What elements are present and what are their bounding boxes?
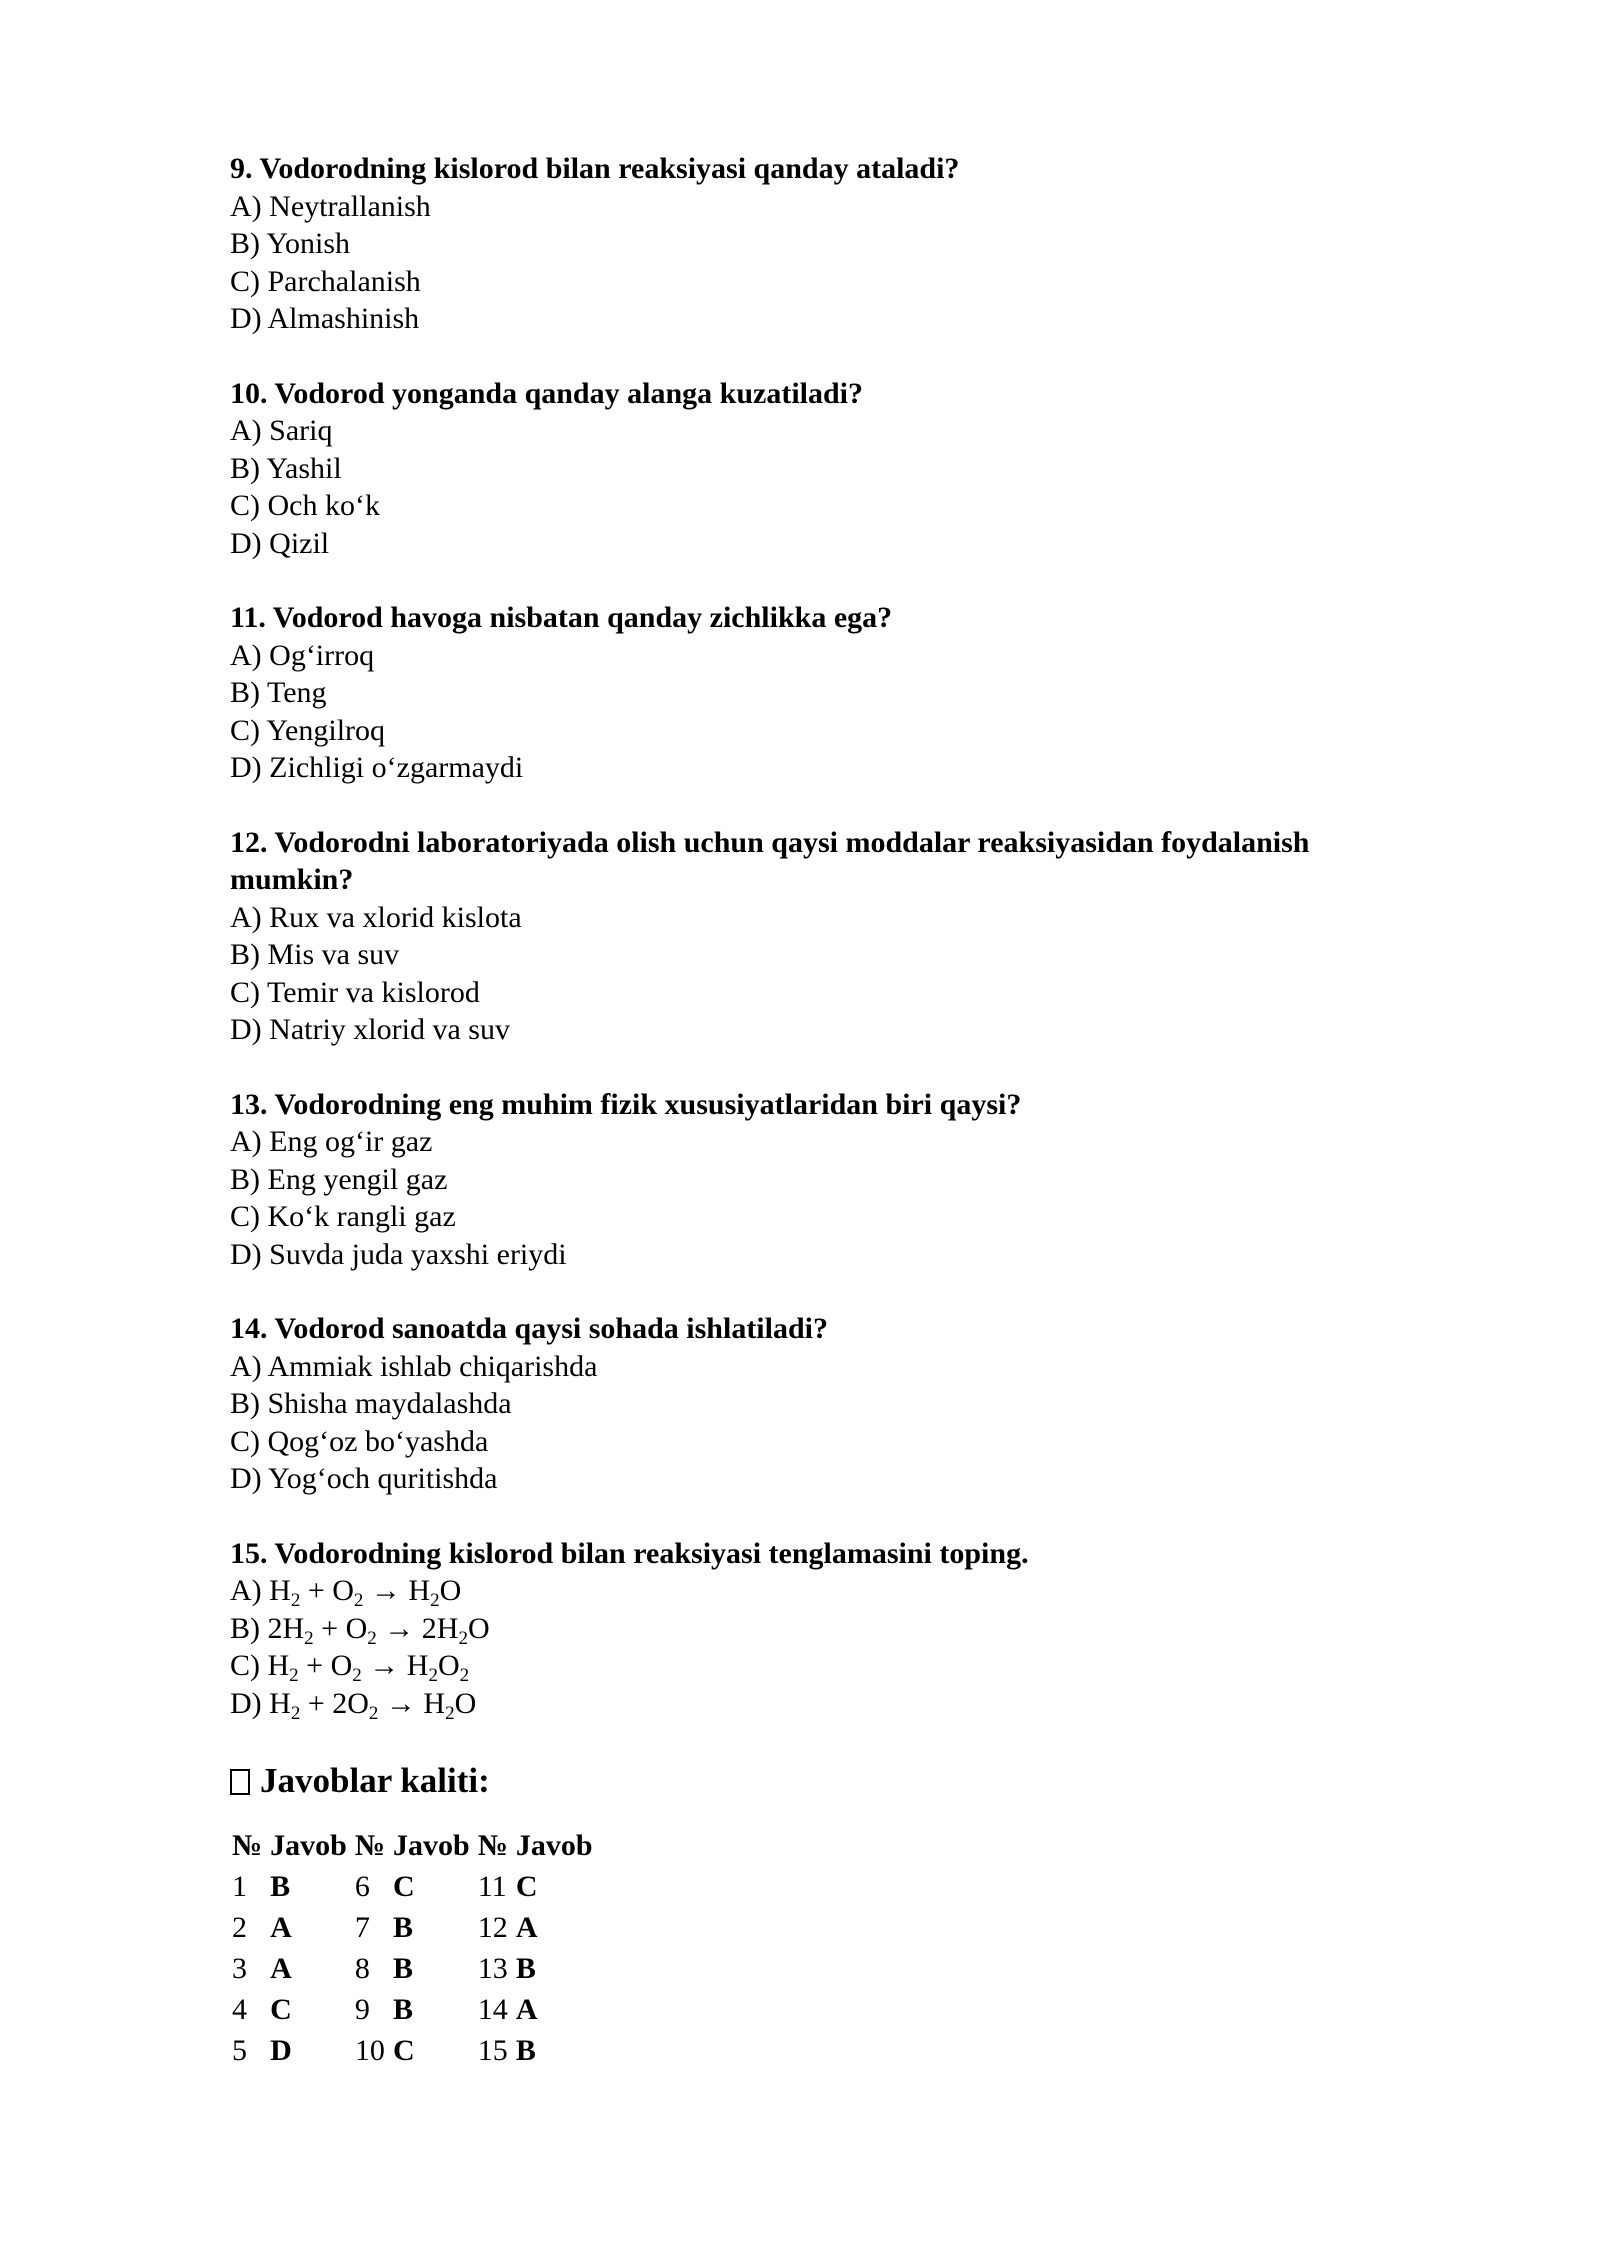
answer-option: A) Rux va xlorid kislota	[230, 900, 522, 934]
subscript: 2	[459, 1665, 470, 1686]
answer-option: C) Ko‘k rangli gaz	[230, 1200, 456, 1233]
col-answer-header: Javob	[393, 1829, 470, 1862]
answer-option: B) Yashil	[230, 451, 342, 485]
question-block	[230, 824, 1410, 1049]
answer-option: A) Neytrallanish	[230, 189, 431, 223]
answer-option: D) $H_2 + 2O_2 \to H_2O$	[230, 1686, 477, 1724]
answer-key-title: Javoblar kaliti:	[260, 1761, 490, 1800]
answer-letter-cell: A	[270, 1952, 292, 1985]
question-number-cell: 15	[477, 2034, 508, 2067]
subscript: 2	[368, 1702, 379, 1724]
answer-option: D) Suvda juda yaxshi eriydi	[230, 1237, 567, 1271]
answer-key-table	[232, 1825, 601, 2071]
answer-option: A) Ammiak ishlab chiqarishda	[230, 1349, 598, 1383]
subscript: 2	[367, 1627, 377, 1649]
question-block	[230, 1086, 1410, 1274]
question-15	[230, 1535, 1410, 1723]
question-number-cell: 2	[232, 1911, 247, 1944]
answer-option: C) Och ko‘k	[230, 489, 380, 522]
question-title: 15. Vodorodning kislorod bilan reaksiyasi tenglamasini toping.	[230, 1536, 1029, 1570]
subscript: 2	[352, 1665, 362, 1686]
question-number-cell: 7	[354, 1911, 370, 1944]
question-block	[230, 150, 1410, 338]
answer-option: D) Natriy xlorid va suv	[230, 1013, 510, 1046]
answer-letter-cell: A	[515, 1993, 538, 2026]
subscript: 2	[304, 1627, 314, 1649]
question-number-cell: 11	[477, 1870, 507, 1903]
answer-letter-cell: C	[270, 1993, 292, 2026]
answer-letter-cell: D	[270, 2034, 292, 2067]
question-title: 9. Vodorodning kislorod bilan reaksiyasi qanday ataladi?	[230, 152, 960, 185]
col-num-header: №	[477, 1829, 508, 1862]
answer-option: C) $H_2 + O_2 \to H_2O_2$	[230, 1649, 470, 1686]
answer-option: C) Temir va kislorod	[230, 975, 480, 1009]
question-block	[230, 1310, 1410, 1498]
answer-letter-cell: C	[393, 1870, 415, 1903]
answer-option: A) Sariq	[230, 414, 333, 447]
question-number-cell: 8	[354, 1952, 370, 1985]
answer-key-row	[232, 1989, 601, 2030]
answer-key-row	[232, 1907, 601, 1948]
subscript: 2	[428, 1665, 438, 1686]
subscript: 2	[353, 1590, 364, 1611]
col-num-header: №	[354, 1829, 385, 1862]
checkbox-icon	[230, 1769, 250, 1795]
answer-option: B) $2H_2 + O_2 \to 2H_2O$	[230, 1611, 490, 1649]
answer-letter-cell: B	[515, 2034, 536, 2067]
answer-key-heading	[230, 1759, 1410, 1803]
answer-option: C) Parchalanish	[230, 264, 421, 298]
answer-option: D) Almashinish	[230, 302, 420, 335]
question-number-cell: 12	[477, 1911, 508, 1944]
answer-letter-cell: B	[393, 1911, 414, 1944]
col-answer-header: Javob	[270, 1829, 347, 1862]
answer-option: B) Yonish	[230, 227, 351, 260]
question-block	[230, 375, 1410, 563]
question-title: 14. Vodorod sanoatda qaysi sohada ishlatiladi?	[230, 1312, 828, 1345]
answer-letter-cell: C	[393, 2034, 415, 2067]
answer-letter-cell: A	[515, 1911, 538, 1944]
document-page	[230, 150, 1410, 2071]
answer-option: D) Qizil	[230, 526, 330, 560]
subscript: 2	[430, 1590, 440, 1611]
question-title: 12. Vodorodni laboratoriyada olish uchun qaysi moddalar reaksiyasidan foydalanish mumkin?	[230, 825, 1310, 896]
answer-option: C) Yengilroq	[230, 713, 386, 747]
answer-option: B) Eng yengil gaz	[230, 1162, 448, 1196]
col-num-header: №	[232, 1829, 263, 1862]
question-title: 10. Vodorod yonganda qanday alanga kuzatiladi?	[230, 376, 864, 410]
question-number-cell: 5	[232, 2034, 247, 2067]
answer-key-row	[232, 1948, 601, 1989]
answer-option: B) Shisha maydalashda	[230, 1387, 512, 1420]
answer-letter-cell: C	[515, 1870, 538, 1903]
answer-option: B) Mis va suv	[230, 938, 400, 971]
question-list	[230, 150, 1410, 1498]
option-list	[230, 1572, 1410, 1722]
answer-key-row	[232, 1866, 601, 1907]
subscript: 2	[290, 1702, 301, 1724]
answer-key-row	[232, 2030, 601, 2071]
question-number-cell: 14	[477, 1993, 508, 2026]
answer-option: C) Qog‘oz bo‘yashda	[230, 1424, 489, 1458]
answer-option: D) Yog‘och quritishda	[230, 1462, 498, 1495]
question-number-cell: 3	[232, 1952, 247, 1985]
answer-key-body	[232, 1866, 601, 2071]
question-number-cell: 4	[232, 1993, 247, 2026]
answer-option: B) Teng	[230, 676, 327, 709]
answer-letter-cell: B	[393, 1952, 414, 1985]
answer-option: A) $H_2 + O_2 \to H_2O$	[230, 1574, 462, 1611]
question-number-cell: 1	[232, 1870, 247, 1903]
answer-letter-cell: A	[270, 1911, 292, 1944]
answer-option: A) Eng og‘ir gaz	[230, 1125, 433, 1158]
subscript: 2	[290, 1590, 301, 1611]
question-title: 11. Vodorod havoga nisbatan qanday zichlikka ega?	[230, 601, 893, 634]
answer-key-header-row	[232, 1825, 601, 1866]
answer-option: A) Og‘irroq	[230, 638, 375, 672]
subscript: 2	[458, 1627, 468, 1649]
question-block	[230, 599, 1410, 787]
subscript: 2	[445, 1702, 455, 1724]
col-answer-header: Javob	[515, 1829, 593, 1862]
question-number-cell: 10	[354, 2034, 385, 2067]
question-number-cell: 6	[354, 1870, 370, 1903]
question-title: 13. Vodorodning eng muhim fizik xususiyatlaridan biri qaysi?	[230, 1087, 1022, 1121]
answer-letter-cell: B	[393, 1993, 414, 2026]
question-number-cell: 13	[477, 1952, 508, 1985]
answer-option: D) Zichligi o‘zgarmaydi	[230, 751, 524, 784]
subscript: 2	[289, 1665, 299, 1686]
answer-letter-cell: B	[270, 1870, 291, 1903]
answer-letter-cell: B	[515, 1952, 536, 1985]
question-number-cell: 9	[354, 1993, 370, 2026]
